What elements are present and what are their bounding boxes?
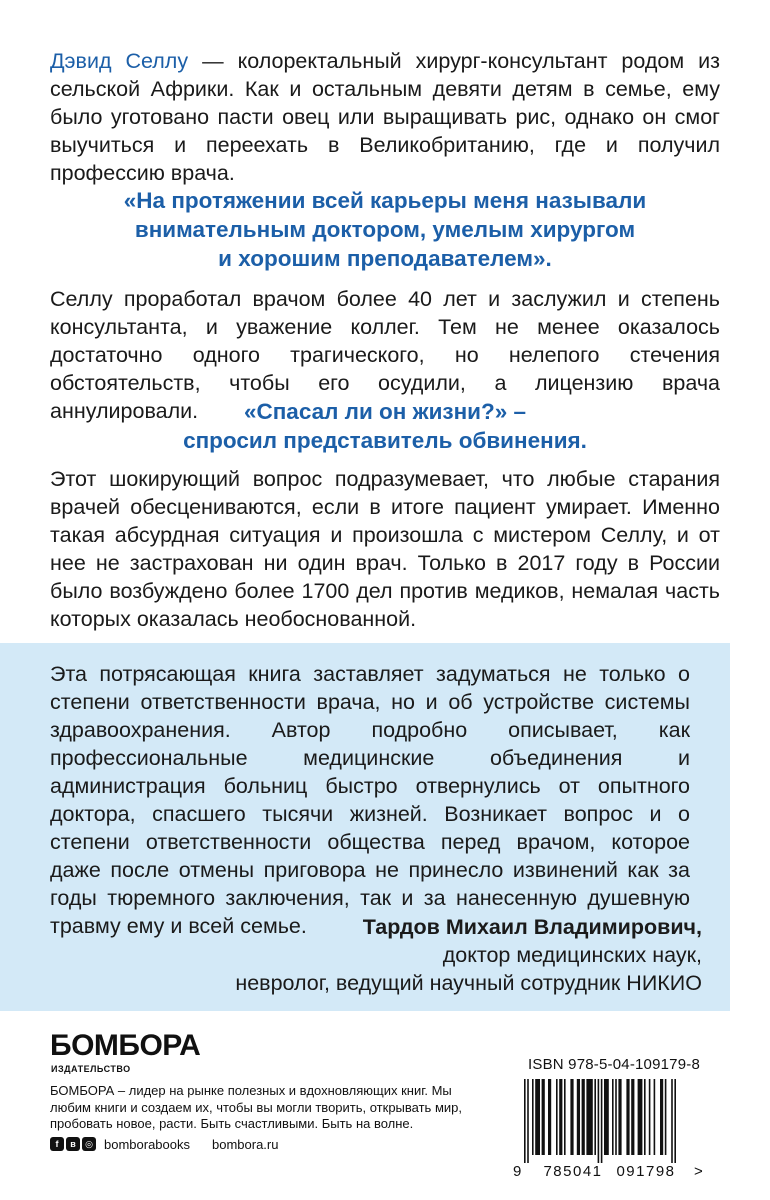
barcode-left-digits: 785041 xyxy=(543,1163,603,1178)
barcode-first-digit: 9 xyxy=(513,1163,522,1178)
barcode-bar xyxy=(626,1079,629,1155)
barcode-bar xyxy=(594,1079,596,1155)
barcode-bar xyxy=(649,1079,651,1155)
barcode-bar xyxy=(524,1079,526,1163)
barcode-bar xyxy=(671,1079,673,1163)
barcode-bar xyxy=(674,1079,676,1163)
quote-career-line: и хорошим преподавателем». xyxy=(218,246,552,271)
barcode-right-digits: 091798 xyxy=(616,1163,676,1178)
quote-career-line: «На протяжении всей карьеры меня называли xyxy=(123,188,647,213)
publisher-description: БОМБОРА – лидер на рынке полезных и вдохновляющих книг. Мы любим книги и создаем их, чтобы вы могли творить, открывать мир, пробовать новое, расти. Быть счастливыми. Быть на волне. xyxy=(50,1083,462,1131)
barcode-bar xyxy=(612,1079,614,1155)
barcode-bar xyxy=(527,1079,529,1163)
quote-career-line: внимательным доктором, умелым хирургом xyxy=(134,217,636,242)
barcode-addon-mark: > xyxy=(694,1163,703,1178)
reviewer-title: доктор медицинских наук, xyxy=(442,943,702,967)
facebook-icon[interactable]: f xyxy=(50,1137,64,1151)
vk-icon[interactable]: в xyxy=(66,1137,80,1151)
barcode-bar xyxy=(601,1079,603,1163)
barcode-bar xyxy=(631,1079,634,1155)
publisher-logo: БОМБОРА xyxy=(50,1029,201,1062)
social-handle[interactable]: bomborabooks xyxy=(104,1136,190,1152)
website-link[interactable]: bombora.ru xyxy=(212,1136,279,1152)
barcode-bar xyxy=(586,1079,592,1155)
reviewer-name: Тардов Михаил Владимирович, xyxy=(362,915,702,939)
barcode-bar xyxy=(570,1079,573,1155)
barcode-bar xyxy=(582,1079,585,1155)
quote-career xyxy=(40,186,730,273)
barcode-bar xyxy=(660,1079,663,1155)
instagram-icon[interactable]: ◎ xyxy=(82,1137,96,1151)
career-paragraph: Селлу проработал врачом более 40 лет и заслужил и степень консультанта, и уважение коллег. Тем не менее оказалось достаточно одного трагического, но нелепого стечения обстоятельств, чтобы его осудили, а лицензию врача аннулировали. xyxy=(50,287,720,423)
barcode-bar xyxy=(548,1079,551,1155)
intro-paragraph xyxy=(50,47,720,187)
barcode-bar xyxy=(532,1079,534,1155)
barcode-bar xyxy=(577,1079,580,1155)
quote-prosecution-line: «Спасал ли он жизни?» – xyxy=(243,399,527,424)
barcode-bar xyxy=(638,1079,643,1155)
quote-prosecution xyxy=(40,397,730,455)
publisher-logo-subtitle: ИЗДАТЕЛЬСТВО xyxy=(51,1064,131,1074)
barcode-bar xyxy=(564,1079,566,1155)
social-links xyxy=(50,1135,278,1153)
barcode-block xyxy=(510,1053,710,1178)
barcode-bar xyxy=(665,1079,667,1155)
author-name: Дэвид Селлу xyxy=(50,49,189,73)
context-paragraph: Этот шокирующий вопрос подразумевает, что любые старания врачей обесцениваются, если в итоге пациент умирает. Именно такая абсурдная ситуация и произошла с мистером Селлу, и от нее не застрахован ни один врач. Только в 2017 году в России было возбуждено более 1700 дел против медиков, немалая часть которых оказалась необоснованной. xyxy=(50,467,720,631)
reviewer-role: невролог, ведущий научный сотрудник НИКИО xyxy=(235,971,702,995)
barcode-bar xyxy=(644,1079,646,1155)
barcode-bar xyxy=(598,1079,600,1163)
barcode-bar xyxy=(542,1079,545,1155)
barcode-bar xyxy=(559,1079,562,1155)
barcode-bar xyxy=(615,1079,617,1155)
isbn-number: ISBN 978-5-04-109179-8 xyxy=(528,1056,701,1073)
barcode xyxy=(510,1079,710,1178)
quote-prosecution-line: спросил представитель обвинения. xyxy=(183,428,587,453)
barcode-bar xyxy=(604,1079,609,1155)
intro-text: — колоректальный хирург-консультант родом из сельской Африки. Как и остальным девяти детям в семье, ему было уготовано пасти овец или выращивать рис, однако он смог выучиться и переехать в Великобританию, где и получил профессию врача. xyxy=(50,49,720,185)
barcode-bar xyxy=(654,1079,656,1155)
barcode-bar xyxy=(535,1079,540,1155)
barcode-bar xyxy=(618,1079,621,1155)
review-text: Эта потрясающая книга заставляет задуматься не только о степени ответственности врача, но и об устройстве системы здравоохранения. Автор подробно описывает, как профессиональные медицинские объединения и администрация больниц быстро отвернулись от опытного доктора, спасшего тысячи жизней. Возникает вопрос и о степени ответственности общества перед врачом, которое даже после отмены приговора не принесло извинений как за годы тюремного заключения, так и за нанесенную душевную травму ему и всей семье. xyxy=(50,662,690,938)
barcode-bar xyxy=(556,1079,558,1155)
